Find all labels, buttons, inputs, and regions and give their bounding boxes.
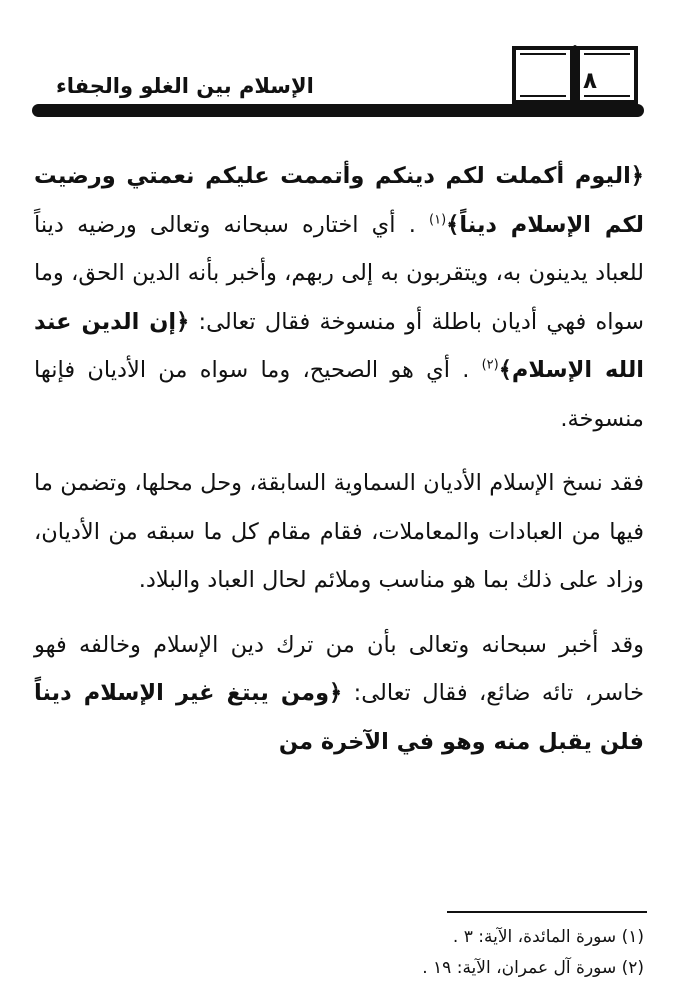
quran-quote: ﴿اليوم أكملت لكم دينكم وأتممت عليكم نعمتي ورضيت لكم الإسلام ديناً﴾	[34, 163, 644, 238]
quran-quote: ﴿إن الدين عند الله الإسلام﴾	[34, 308, 644, 383]
footnote: (٢) سورة آل عمران، الآية: ١٩ .	[422, 958, 644, 978]
header-divider	[32, 104, 644, 117]
quran-quote: ﴿ومن يبتغ غير الإسلام ديناً فلن يقبل منه وهو في الآخرة من	[34, 680, 644, 755]
paragraph-text: . أي اختاره سبحانه وتعالى ورضيه ديناً للعباد يدينون به، ويتقربون به إلى ربهم، وأخبر بأنه الدين الحق، وما سواه فهي أديان باطلة أو منسوخة فقال تعالى:	[34, 211, 644, 335]
footnote-ref: (٢)	[481, 357, 499, 373]
paragraph-3	[34, 621, 644, 767]
footnotes	[44, 922, 644, 984]
footnote-divider	[447, 911, 647, 913]
footnote-ref: (١)	[429, 212, 447, 227]
paragraph-text: . أي هو الصحيح، وما سواه من الأديان فإنها منسوخة.	[34, 357, 644, 432]
open-book-icon	[510, 40, 640, 108]
footnote: (١) سورة المائدة، الآية: ٣ .	[452, 927, 644, 947]
page-number: ٨	[582, 68, 598, 94]
main-text	[34, 152, 644, 766]
paragraph-2: فقد نسخ الإسلام الأديان السماوية السابقة، وحل محلها، وتضمن ما فيها من العبادات والمعاملات، فقام مقام كل ما سبقه من الأديان، وزاد على ذلك بما هو مناسب وملائم لحال العباد والبلاد.	[34, 470, 644, 593]
running-title: الإسلام بين الغلو والجفاء	[56, 74, 314, 98]
paragraph-text: وقد أخبر سبحانه وتعالى بأن من ترك دين الإسلام وخالفه فهو خاسر، تائه ضائع، فقال تعالى:	[34, 631, 644, 706]
paragraph-1	[34, 152, 644, 443]
